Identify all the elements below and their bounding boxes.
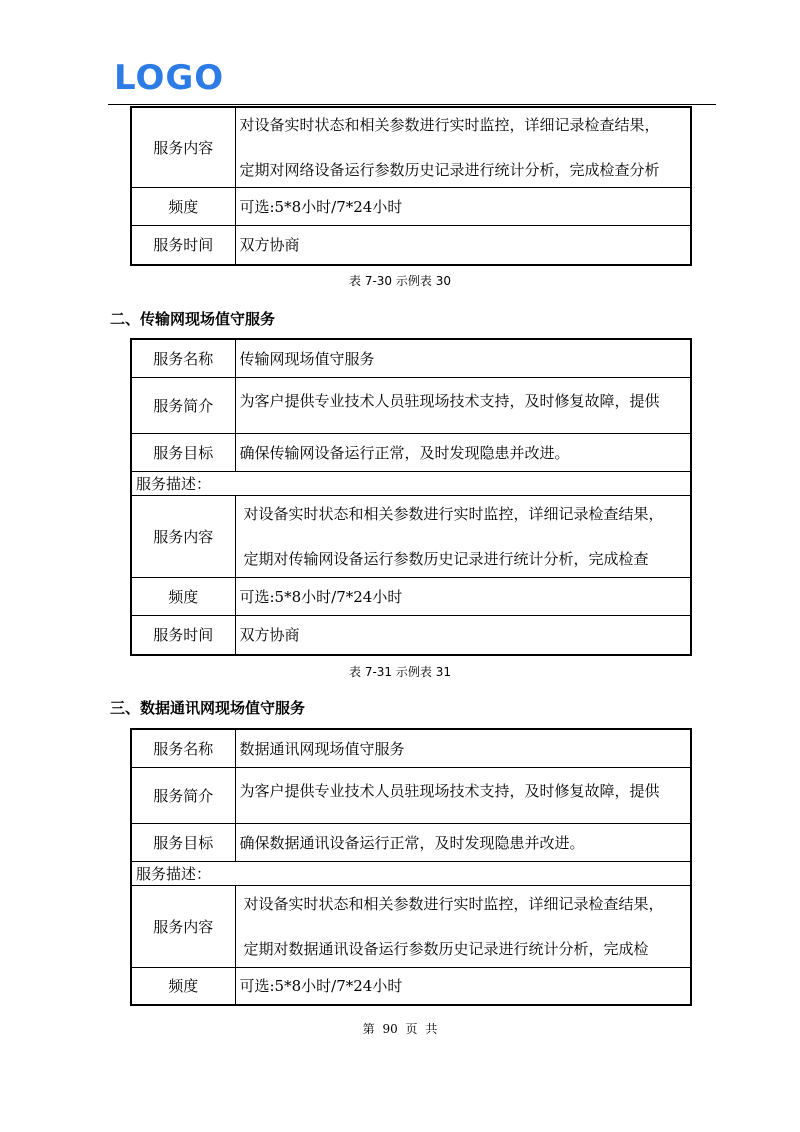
table-row bbox=[131, 823, 691, 861]
table-row bbox=[131, 729, 691, 767]
content-label: 服务内容 bbox=[131, 107, 235, 187]
table-row bbox=[131, 577, 691, 615]
frequency-label: 频度 bbox=[131, 577, 235, 615]
table-row bbox=[131, 615, 691, 655]
table-row bbox=[131, 107, 691, 187]
content-label: 服务内容 bbox=[131, 495, 235, 577]
section-heading: 三、数据通讯网现场值守服务 bbox=[110, 699, 306, 717]
service-name-value: 数据通讯网现场值守服务 bbox=[235, 729, 691, 767]
frequency-label: 频度 bbox=[131, 187, 235, 225]
content-line: 定期对传输网设备运行参数历史记录进行统计分析，完成检查 bbox=[243, 550, 649, 568]
service-table-3 bbox=[130, 728, 692, 1006]
service-description-label: 服务描述： bbox=[131, 471, 691, 495]
table-row bbox=[131, 339, 691, 377]
service-goal-label: 服务目标 bbox=[131, 823, 235, 861]
content-value bbox=[235, 495, 691, 577]
frequency-value: 可选:5*8小时/7*24小时 bbox=[235, 577, 691, 615]
table-row bbox=[131, 187, 691, 225]
table-row bbox=[131, 433, 691, 471]
table-row bbox=[131, 225, 691, 265]
header-divider bbox=[108, 104, 716, 105]
table-row bbox=[131, 377, 691, 433]
service-name-value: 传输网现场值守服务 bbox=[235, 339, 691, 377]
service-intro-label: 服务简介 bbox=[131, 767, 235, 823]
service-goal-label: 服务目标 bbox=[131, 433, 235, 471]
frequency-value: 可选:5*8小时/7*24小时 bbox=[235, 187, 691, 225]
table-row bbox=[131, 471, 691, 495]
service-goal-value: 确保数据通讯设备运行正常，及时发现隐患并改进。 bbox=[235, 823, 691, 861]
content-value bbox=[235, 107, 691, 187]
table-row bbox=[131, 967, 691, 1005]
content-value bbox=[235, 885, 691, 967]
frequency-label: 频度 bbox=[131, 967, 235, 1005]
content-line: 对设备实时状态和相关参数进行实时监控，详细记录检查结果， bbox=[239, 116, 660, 135]
service-time-value: 双方协商 bbox=[235, 225, 691, 265]
service-description-label: 服务描述： bbox=[131, 861, 691, 885]
table-row bbox=[131, 767, 691, 823]
service-name-label: 服务名称 bbox=[131, 729, 235, 767]
table-row bbox=[131, 861, 691, 885]
service-intro-value: 为客户提供专业技术人员驻现场技术支持，及时修复故障，提供 bbox=[235, 377, 691, 433]
service-time-label: 服务时间 bbox=[131, 615, 235, 655]
service-table-2 bbox=[130, 338, 692, 656]
service-time-label: 服务时间 bbox=[131, 225, 235, 265]
service-table-1 bbox=[130, 106, 692, 266]
table-caption: 表 7-30 示例表 30 bbox=[349, 274, 451, 288]
table-row bbox=[131, 495, 691, 577]
service-intro-label: 服务简介 bbox=[131, 377, 235, 433]
content-line: 定期对网络设备运行参数历史记录进行统计分析，完成检查分析 bbox=[239, 161, 660, 180]
page-footer: 第 90 页 共 bbox=[362, 1022, 438, 1036]
content-label: 服务内容 bbox=[131, 885, 235, 967]
table-row bbox=[131, 885, 691, 967]
frequency-value: 可选:5*8小时/7*24小时 bbox=[235, 967, 691, 1005]
logo: LOGO bbox=[114, 58, 225, 98]
content-line: 定期对数据通讯设备运行参数历史记录进行统计分析，完成检 bbox=[243, 940, 649, 958]
service-time-value: 双方协商 bbox=[235, 615, 691, 655]
content-line: 对设备实时状态和相关参数进行实时监控，详细记录检查结果， bbox=[243, 505, 664, 523]
section-heading: 二、传输网现场值守服务 bbox=[110, 310, 276, 328]
service-goal-value: 确保传输网设备运行正常，及时发现隐患并改进。 bbox=[235, 433, 691, 471]
service-name-label: 服务名称 bbox=[131, 339, 235, 377]
table-caption: 表 7-31 示例表 31 bbox=[349, 665, 451, 679]
content-line: 对设备实时状态和相关参数进行实时监控，详细记录检查结果， bbox=[243, 895, 664, 913]
service-intro-value: 为客户提供专业技术人员驻现场技术支持，及时修复故障，提供 bbox=[235, 767, 691, 823]
